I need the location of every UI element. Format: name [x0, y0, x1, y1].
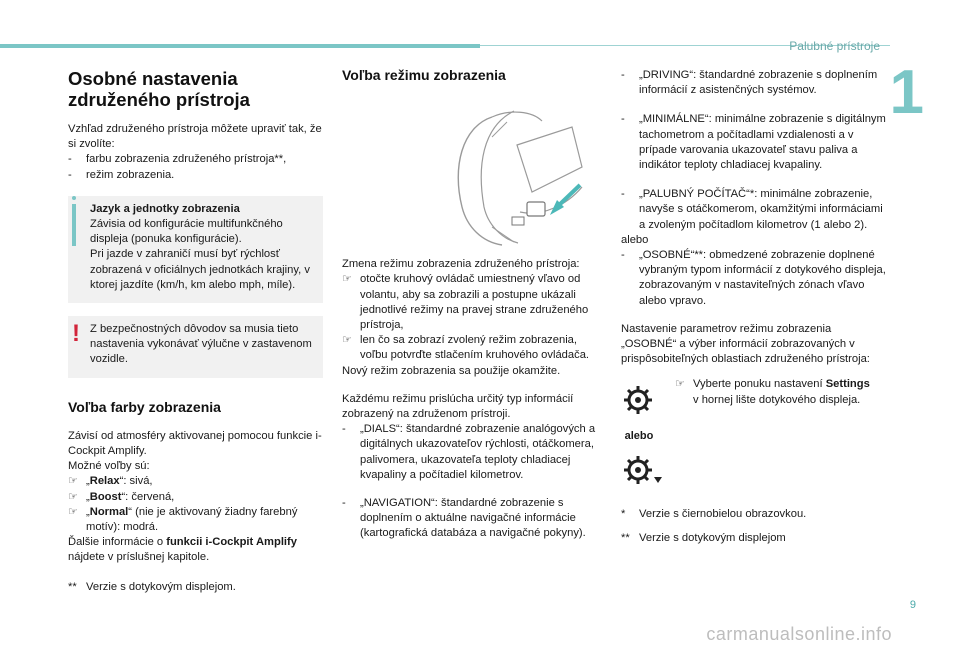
settings-text: [675, 377, 875, 407]
color-options-label: Možné voľby sú:: [68, 460, 150, 473]
intro-text: Vzhľad združeného prístroja môžete upraviť tak, že si zvolíte:: [68, 123, 322, 151]
warning-icon: !: [72, 320, 80, 348]
alebo-text: alebo: [621, 233, 649, 246]
info-note-body-2: Pri jazde v zahraničí musí byť rýchlosť zobrazená v oficiálnych jednotkách krajiny, v ktorej jazdíte (km/h, km alebo mph, míle).: [90, 248, 310, 291]
mode-steps: [342, 272, 607, 363]
list-item: ☞ „Boost“: červená,: [68, 490, 175, 503]
list-item: - „DIALS“: štandardné zobrazenie analógových a digitálnych ukazovateľov rýchlosti, otáčkomera, palivomera, ukazovateľa teploty chladiacej kvapaliny a počítadiel kilometrov.: [342, 423, 596, 481]
list-item: ☞ Vyberte ponuku nastavení Settings v hornej lište dotykového displeja.: [675, 378, 870, 406]
color-options-list: [68, 474, 323, 535]
footnote: ** Verzie s dotykovým displejom: [621, 531, 786, 544]
header-accent-bar: [0, 44, 480, 48]
watermark: carmanualsonline.info: [706, 624, 892, 644]
modes-intro: Každému režimu prislúcha určitý typ informácií zobrazený na združenom prístroji.: [342, 392, 574, 421]
mode-list-cont: [621, 68, 886, 233]
mode-section-title: Voľba režimu zobrazenia: [342, 67, 506, 83]
steering-wheel-illustration: [342, 97, 607, 247]
mode-list: [342, 422, 607, 541]
info-icon: [72, 204, 76, 246]
footnote: ** Verzie s dotykovým displejom.: [68, 580, 236, 593]
color-section-title: Voľba farby zobrazenia: [68, 398, 221, 415]
list-item: - „NAVIGATION“: štandardné zobrazenie s doplnením o aktuálne navigačné informácie (kartografická databáza a navigačné pokyny).: [342, 497, 586, 540]
settings-instruction: [621, 377, 886, 477]
column-2: [342, 68, 607, 542]
intro-list: [68, 152, 323, 182]
list-item: ☞ „Normal“ (nie je aktivovaný žiadny farebný motív): modrá.: [68, 505, 298, 534]
footnote: * Verzie s čiernobielou obrazovkou.: [621, 508, 807, 521]
warning-note: [68, 316, 323, 378]
list-item: - „PALUBNÝ POČÍTAČ“*: minimálne zobrazenie, navyše s otáčkomerom, okamžitými informáciami a zvoleným počítadlom kilometrov (1 alebo 2).: [621, 188, 883, 231]
list-item: ☞ len čo sa zobrazí zvolený režim zobrazenia, voľbu potvrďte stlačením kruhového ovládača.: [342, 334, 590, 362]
settings-gear-dropdown-icon: [621, 453, 663, 487]
list-item: - farbu zobrazenia združeného prístroja**,: [68, 153, 287, 166]
steering-wheel-icon: [342, 97, 607, 247]
params-intro: Nastavenie parametrov režimu zobrazenia „OSOBNÉ“ a výber informácií zobrazovaných v prispôsobiteľných oblastiach združeného prístroja:: [621, 322, 870, 366]
personal-mode-list: [621, 248, 886, 309]
info-note: [68, 196, 323, 303]
mode-change-intro: Zmena režimu zobrazenia združeného prístroja:: [342, 258, 580, 271]
list-item: - „DRIVING“: štandardné zobrazenie s doplnením informácií z asistenčných systémov.: [621, 69, 878, 97]
column-1: [68, 68, 323, 595]
settings-gear-icon: [621, 383, 655, 417]
column-3: [621, 68, 886, 546]
page-title: Osobné nastavenia združeného prístroja: [68, 68, 250, 110]
icon-alebo-label: alebo: [624, 430, 654, 443]
info-note-title: Jazyk a jednotky zobrazenia: [90, 202, 240, 215]
list-item: - „OSOBNÉ“**: obmedzené zobrazenie doplnené vybraným typom informácií z dotykového displeja, zobrazovaným v nastaviteľných zónach vľavo alebo vpravo.: [621, 249, 886, 307]
list-item: ☞ „Relax“: sivá,: [68, 475, 153, 488]
after-steps-text: Nový režim zobrazenia sa použije okamžite.: [342, 364, 561, 377]
more-info-text: Ďalšie informácie o funkcii i-Cockpit Amplify nájdete v príslušnej kapitole.: [68, 536, 297, 564]
list-item: - režim zobrazenia.: [68, 168, 175, 181]
page-number: 9: [909, 599, 916, 611]
list-item: ☞ otočte kruhový ovládač umiestnený vľavo od volantu, aby sa zobrazili a postupne ukázali jednotlivé režimy na pravej strane združeného prístroja,: [342, 273, 589, 332]
color-intro: Závisí od atmosféry aktivovanej pomocou funkcie i-Cockpit Amplify.: [68, 429, 322, 458]
chapter-number: 1: [889, 58, 924, 127]
warning-note-body: Z bezpečnostných dôvodov sa musia tieto nastavenia vykonávať výlučne v zastavenom vozidle.: [90, 323, 312, 366]
list-item: - „MINIMÁLNE“: minimálne zobrazenie s digitálnym tachometrom a počítadlami vzdialenosti a v prípade varovania ukazovateľ stavu paliva a indikátor teploty chladiacej kvapaliny.: [621, 113, 886, 172]
info-note-body: Závisia od konfigurácie multifunkčného displeja (ponuka konfigurácie).: [90, 218, 283, 246]
section-title: Palubné prístroje: [789, 39, 880, 53]
